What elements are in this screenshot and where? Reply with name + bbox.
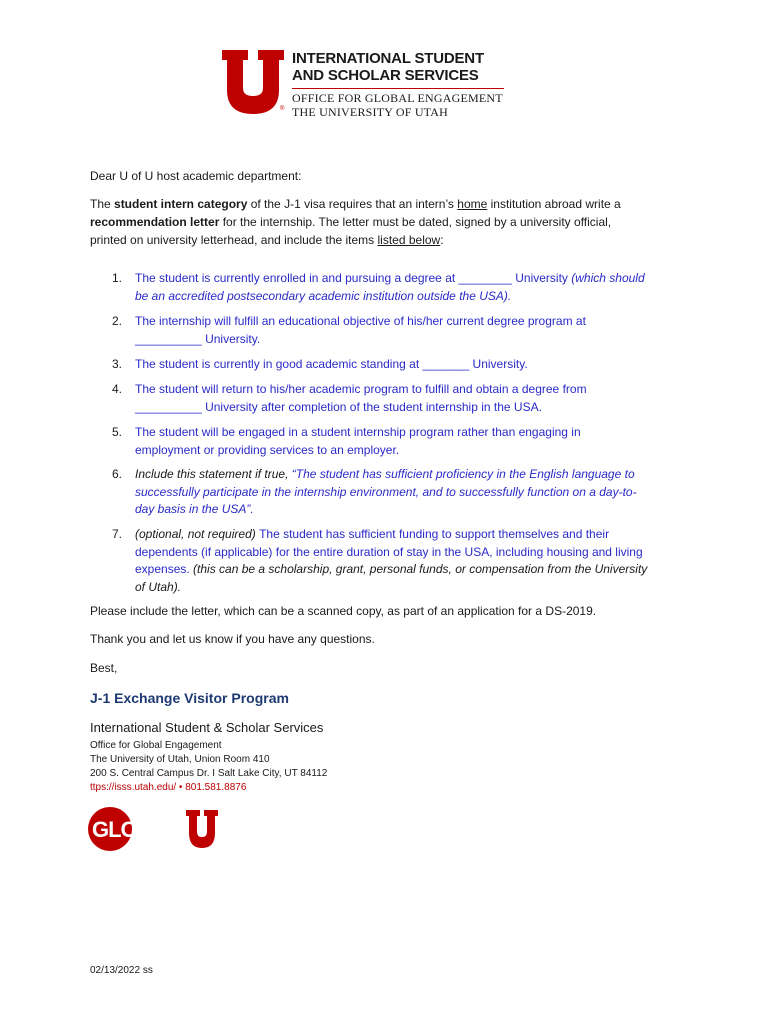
address-line-2: 200 S. Central Campus Dr. I Salt Lake City, UT 84112	[90, 768, 328, 779]
intro-underline-home: home	[457, 197, 488, 211]
item-number: 4.	[112, 382, 123, 396]
item-quote: day basis in the USA”.	[135, 502, 254, 516]
item-text: __________ University after completion of the student internship in the USA.	[135, 399, 542, 414]
list-item-2	[135, 313, 695, 348]
address-line-1: The University of Utah, Union Room 410	[90, 754, 270, 765]
item-number: 6.	[112, 467, 123, 481]
closing-thanks: Thank you and let us know if you have any questions.	[90, 632, 375, 646]
item-text: dependents (if applicable) for the entire duration of stay in the USA, including housing and living	[135, 544, 643, 559]
logo-divider	[292, 88, 504, 89]
office-name: Office for Global Engagement	[90, 740, 222, 751]
item-italic: (which should	[571, 271, 645, 285]
item-optional-note: (optional, not required)	[135, 527, 260, 541]
intro-bold-letter: recommendation letter	[90, 215, 220, 229]
closing-instructions: Please include the letter, which can be a scanned copy, as part of an application for a DS-2019.	[90, 604, 597, 618]
contact-link[interactable]: ttps://isss.utah.edu/ • 801.581.8876	[90, 782, 247, 793]
item-italic-note: (this can be a scholarship, grant, personal funds, or compensation from the University	[193, 562, 648, 576]
intro-text: :	[440, 233, 444, 247]
global-u-logo-icon	[88, 806, 224, 852]
item-number: 7.	[112, 527, 123, 541]
item-text: The student is currently enrolled in and pursuing a degree at ________ University	[135, 271, 572, 285]
item-quote: successfully participate in the internship environment, and to successfully function on a day-to-	[135, 484, 637, 499]
logo-title-line2: AND SCHOLAR SERVICES	[292, 67, 479, 84]
item-number: 2.	[112, 314, 123, 328]
block-u-logo-icon	[222, 50, 284, 114]
program-heading: J-1 Exchange Visitor Program	[90, 690, 289, 706]
item-italic: be an accredited postsecondary academic institution outside the USA).	[135, 288, 512, 303]
logo-subtitle-line2: THE UNIVERSITY OF UTAH	[292, 105, 448, 119]
closing-best: Best,	[90, 661, 118, 675]
intro-line-2	[90, 214, 611, 232]
intro-bold-category: student intern category	[114, 197, 248, 211]
intro-text: institution abroad write a	[487, 197, 621, 211]
item-number: 5.	[112, 425, 123, 439]
item-number: 3.	[112, 357, 123, 371]
item-text: The student is currently in good academic standing at _______ University.	[135, 357, 528, 371]
item-number: 1.	[112, 271, 123, 285]
item-text: The student will return to his/her academic program to fulfill and obtain a degree from	[135, 382, 587, 396]
intro-line-1	[90, 196, 621, 214]
isss-logo	[222, 50, 522, 120]
list-item-4	[135, 381, 695, 416]
list-item-7	[135, 526, 695, 596]
list-item-3	[135, 356, 695, 374]
item-text: The student will be engaged in a student internship program rather than engaging in	[135, 425, 581, 439]
intro-text: The	[90, 197, 115, 211]
item-quote: “The student has sufficient proficiency in the English language to	[291, 467, 635, 481]
footer-date: 02/13/2022 ss	[90, 965, 153, 976]
item-text: expenses.	[135, 562, 194, 576]
item-text: The student has sufficient funding to support themselves and their	[259, 527, 610, 541]
item-text: Include this statement if true,	[135, 467, 292, 481]
intro-text: printed on university letterhead, and include the items	[90, 233, 378, 247]
intro-text: for the internship. The letter must be dated, signed by a university official,	[219, 215, 612, 229]
org-name: International Student & Scholar Services	[90, 720, 324, 735]
global-logo-text: GLOBAL	[92, 817, 179, 842]
item-text: employment or providing services to an employer.	[135, 442, 400, 457]
list-item-1	[135, 270, 695, 305]
item-italic-note: of Utah).	[135, 579, 182, 594]
item-text: The internship will fulfill an educational objective of his/her current degree program at	[135, 314, 586, 328]
logo-title-line1: INTERNATIONAL STUDENT	[292, 50, 484, 67]
intro-text: of the J-1 visa requires that an intern’s	[247, 197, 458, 211]
greeting: Dear U of U host academic department:	[90, 169, 302, 183]
list-item-5	[135, 424, 695, 459]
item-text: __________ University.	[135, 331, 261, 346]
intro-underline-listed: listed below	[377, 233, 441, 247]
intro-line-3	[90, 232, 444, 250]
registered-mark: ®	[280, 106, 285, 112]
list-item-6	[135, 466, 695, 519]
logo-subtitle-line1: OFFICE FOR GLOBAL ENGAGEMENT	[292, 91, 503, 105]
